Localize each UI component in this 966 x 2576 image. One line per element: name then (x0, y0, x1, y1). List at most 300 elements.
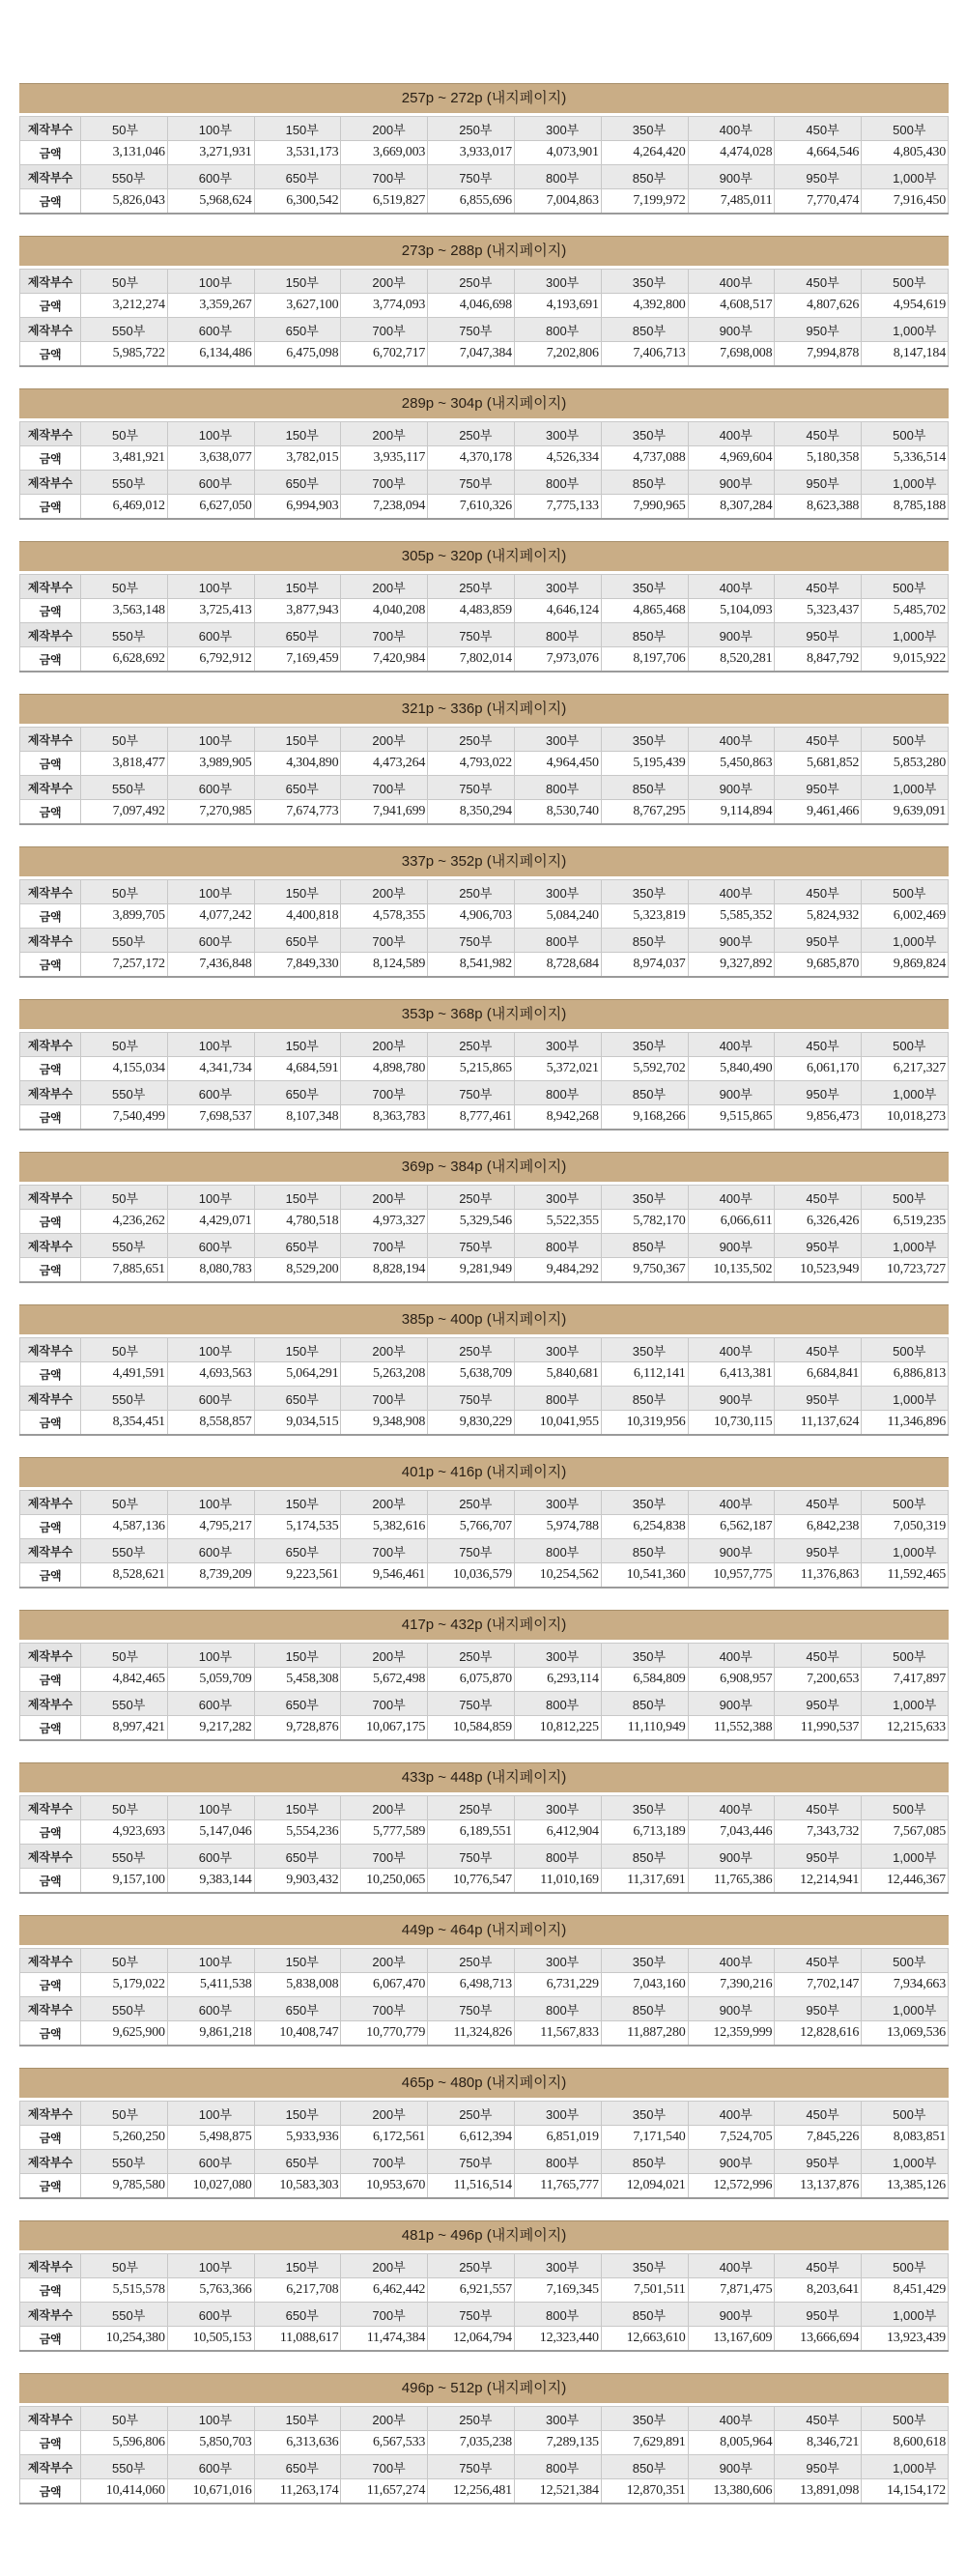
amount-cell: 6,713,189 (601, 1820, 688, 1845)
quantity-cell: 250부 (428, 1491, 515, 1515)
amount-cell: 7,420,984 (341, 647, 428, 673)
amount-cell: 6,067,470 (341, 1973, 428, 1997)
amount-label: 금액 (20, 599, 81, 623)
quantity-cell: 50부 (81, 1033, 168, 1057)
quantity-cell: 300부 (514, 1186, 601, 1210)
amount-cell: 8,080,783 (167, 1258, 254, 1283)
amount-cell: 5,104,093 (688, 599, 775, 623)
quantity-cell: 1,000부 (862, 318, 949, 342)
quantity-cell: 600부 (167, 1692, 254, 1716)
amount-cell: 7,770,474 (775, 189, 862, 215)
quantity-cell: 450부 (775, 1796, 862, 1820)
quantity-cell: 200부 (341, 1644, 428, 1668)
price-table (19, 421, 949, 520)
quantity-cell: 1,000부 (862, 2455, 949, 2479)
quantity-cell: 550부 (81, 929, 168, 953)
price-table (19, 1032, 949, 1131)
quantity-cell: 250부 (428, 1644, 515, 1668)
amount-cell: 9,168,266 (601, 1105, 688, 1131)
quantity-cell: 400부 (688, 117, 775, 141)
table-row (20, 1796, 949, 1820)
quantity-cell: 750부 (428, 1539, 515, 1563)
amount-cell: 5,838,008 (254, 1973, 341, 1997)
quantity-cell: 300부 (514, 422, 601, 446)
amount-cell: 11,137,624 (775, 1411, 862, 1436)
amount-cell: 9,830,229 (428, 1411, 515, 1436)
quantity-cell: 950부 (775, 165, 862, 189)
price-block (19, 1304, 949, 1457)
quantity-cell: 600부 (167, 2303, 254, 2327)
quantity-cell: 100부 (167, 1644, 254, 1668)
amount-cell: 5,084,240 (514, 904, 601, 929)
amount-label: 금액 (20, 2278, 81, 2303)
table-row (20, 117, 949, 141)
quantity-label: 제작부수 (20, 1081, 81, 1105)
quantity-cell: 1,000부 (862, 1234, 949, 1258)
price-table (19, 1185, 949, 1283)
table-row (20, 1033, 949, 1057)
quantity-cell: 700부 (341, 623, 428, 647)
amount-cell: 10,254,380 (81, 2327, 168, 2352)
amount-label: 금액 (20, 2327, 81, 2352)
quantity-cell: 900부 (688, 2303, 775, 2327)
amount-cell: 10,812,225 (514, 1716, 601, 1741)
amount-cell: 7,047,384 (428, 342, 515, 367)
amount-cell: 12,663,610 (601, 2327, 688, 2352)
quantity-cell: 800부 (514, 2303, 601, 2327)
quantity-cell: 950부 (775, 1387, 862, 1411)
amount-cell: 3,725,413 (167, 599, 254, 623)
price-block (19, 83, 949, 236)
quantity-label: 제작부수 (20, 776, 81, 800)
amount-cell: 9,685,870 (775, 953, 862, 978)
quantity-cell: 1,000부 (862, 1845, 949, 1869)
table-row (20, 1949, 949, 1973)
quantity-cell: 700부 (341, 1845, 428, 1869)
amount-cell: 10,041,955 (514, 1411, 601, 1436)
quantity-cell: 450부 (775, 422, 862, 446)
quantity-cell: 900부 (688, 2150, 775, 2174)
amount-cell: 6,002,469 (862, 904, 949, 929)
amount-cell: 4,587,136 (81, 1515, 168, 1539)
quantity-cell: 300부 (514, 2102, 601, 2126)
quantity-cell: 100부 (167, 575, 254, 599)
amount-cell: 8,197,706 (601, 647, 688, 673)
amount-cell: 6,075,870 (428, 1668, 515, 1692)
table-row (20, 1210, 949, 1234)
quantity-cell: 750부 (428, 1692, 515, 1716)
quantity-cell: 800부 (514, 1387, 601, 1411)
amount-cell: 6,908,957 (688, 1668, 775, 1692)
quantity-cell: 550부 (81, 2303, 168, 2327)
quantity-cell: 650부 (254, 776, 341, 800)
quantity-cell: 550부 (81, 1387, 168, 1411)
amount-cell: 10,953,670 (341, 2174, 428, 2199)
amount-cell: 5,968,624 (167, 189, 254, 215)
amount-cell: 5,260,250 (81, 2126, 168, 2150)
quantity-cell: 550부 (81, 318, 168, 342)
amount-cell: 7,871,475 (688, 2278, 775, 2303)
amount-cell: 10,776,547 (428, 1869, 515, 1894)
quantity-cell: 950부 (775, 2455, 862, 2479)
amount-label: 금액 (20, 2126, 81, 2150)
quantity-cell: 750부 (428, 776, 515, 800)
price-table (19, 2406, 949, 2504)
quantity-cell: 400부 (688, 575, 775, 599)
quantity-cell: 700부 (341, 2150, 428, 2174)
quantity-cell: 550부 (81, 1997, 168, 2021)
quantity-cell: 900부 (688, 1997, 775, 2021)
quantity-cell: 800부 (514, 623, 601, 647)
quantity-cell: 350부 (601, 1644, 688, 1668)
quantity-cell: 850부 (601, 1845, 688, 1869)
amount-cell: 5,485,702 (862, 599, 949, 623)
quantity-label: 제작부수 (20, 2303, 81, 2327)
amount-cell: 10,018,273 (862, 1105, 949, 1131)
amount-cell: 3,531,173 (254, 141, 341, 165)
amount-cell: 9,903,432 (254, 1869, 341, 1894)
quantity-cell: 500부 (862, 2407, 949, 2431)
amount-cell: 4,341,734 (167, 1057, 254, 1081)
amount-cell: 5,329,546 (428, 1210, 515, 1234)
quantity-label: 제작부수 (20, 2150, 81, 2174)
amount-cell: 10,523,949 (775, 1258, 862, 1283)
quantity-cell: 750부 (428, 623, 515, 647)
amount-cell: 5,147,046 (167, 1820, 254, 1845)
amount-cell: 12,446,367 (862, 1869, 949, 1894)
amount-cell: 7,610,326 (428, 495, 515, 520)
amount-cell: 4,664,546 (775, 141, 862, 165)
quantity-cell: 500부 (862, 1186, 949, 1210)
amount-cell: 11,516,514 (428, 2174, 515, 2199)
amount-cell: 6,627,050 (167, 495, 254, 520)
amount-cell: 3,933,017 (428, 141, 515, 165)
amount-cell: 6,326,426 (775, 1210, 862, 1234)
quantity-cell: 600부 (167, 1997, 254, 2021)
amount-cell: 13,380,606 (688, 2479, 775, 2504)
quantity-cell: 150부 (254, 1033, 341, 1057)
price-block (19, 1610, 949, 1762)
amount-cell: 10,408,747 (254, 2021, 341, 2046)
quantity-label: 제작부수 (20, 623, 81, 647)
quantity-cell: 900부 (688, 1081, 775, 1105)
quantity-cell: 100부 (167, 2254, 254, 2278)
amount-cell: 11,376,863 (775, 1563, 862, 1589)
amount-cell: 7,169,459 (254, 647, 341, 673)
quantity-cell: 650부 (254, 471, 341, 495)
quantity-label: 제작부수 (20, 880, 81, 904)
quantity-cell: 450부 (775, 1949, 862, 1973)
quantity-cell: 300부 (514, 270, 601, 294)
quantity-cell: 300부 (514, 2254, 601, 2278)
quantity-cell: 950부 (775, 623, 862, 647)
amount-cell: 8,728,684 (514, 953, 601, 978)
quantity-cell: 300부 (514, 1796, 601, 1820)
price-block (19, 2220, 949, 2373)
quantity-cell: 300부 (514, 728, 601, 752)
quantity-cell: 550부 (81, 2455, 168, 2479)
page-range-title: 465p ~ 480p (내지페이지) (19, 2068, 949, 2098)
quantity-cell: 700부 (341, 2303, 428, 2327)
quantity-cell: 950부 (775, 1234, 862, 1258)
quantity-cell: 850부 (601, 165, 688, 189)
quantity-cell: 1,000부 (862, 929, 949, 953)
amount-cell: 10,135,502 (688, 1258, 775, 1283)
table-row (20, 623, 949, 647)
quantity-cell: 550부 (81, 2150, 168, 2174)
quantity-cell: 500부 (862, 1491, 949, 1515)
amount-cell: 5,985,722 (81, 342, 168, 367)
amount-cell: 5,840,490 (688, 1057, 775, 1081)
price-block (19, 1152, 949, 1304)
amount-cell: 10,584,859 (428, 1716, 515, 1741)
amount-cell: 5,826,043 (81, 189, 168, 215)
quantity-cell: 200부 (341, 117, 428, 141)
amount-label: 금액 (20, 2479, 81, 2504)
amount-cell: 8,739,209 (167, 1563, 254, 1589)
page-range-title: 417p ~ 432p (내지페이지) (19, 1610, 949, 1640)
amount-cell: 3,935,117 (341, 446, 428, 471)
amount-cell: 6,134,486 (167, 342, 254, 367)
quantity-cell: 900부 (688, 929, 775, 953)
quantity-cell: 700부 (341, 1387, 428, 1411)
quantity-cell: 650부 (254, 2303, 341, 2327)
amount-cell: 8,997,421 (81, 1716, 168, 1741)
quantity-cell: 650부 (254, 1081, 341, 1105)
amount-cell: 13,069,536 (862, 2021, 949, 2046)
quantity-cell: 650부 (254, 1539, 341, 1563)
quantity-cell: 450부 (775, 1186, 862, 1210)
quantity-cell: 50부 (81, 270, 168, 294)
amount-cell: 12,521,384 (514, 2479, 601, 2504)
quantity-cell: 300부 (514, 880, 601, 904)
quantity-cell: 250부 (428, 270, 515, 294)
amount-cell: 7,916,450 (862, 189, 949, 215)
amount-cell: 4,954,619 (862, 294, 949, 318)
quantity-cell: 100부 (167, 1796, 254, 1820)
amount-cell: 11,552,388 (688, 1716, 775, 1741)
quantity-cell: 800부 (514, 776, 601, 800)
quantity-cell: 400부 (688, 422, 775, 446)
quantity-cell: 150부 (254, 2254, 341, 2278)
quantity-cell: 850부 (601, 1081, 688, 1105)
quantity-cell: 50부 (81, 1186, 168, 1210)
quantity-cell: 50부 (81, 575, 168, 599)
table-row (20, 1515, 949, 1539)
amount-cell: 5,681,852 (775, 752, 862, 776)
quantity-cell: 750부 (428, 1387, 515, 1411)
amount-cell: 5,974,788 (514, 1515, 601, 1539)
quantity-cell: 250부 (428, 1338, 515, 1362)
table-row (20, 165, 949, 189)
amount-cell: 7,994,878 (775, 342, 862, 367)
quantity-cell: 200부 (341, 1491, 428, 1515)
quantity-cell: 900부 (688, 1845, 775, 1869)
amount-cell: 4,807,626 (775, 294, 862, 318)
quantity-cell: 850부 (601, 2455, 688, 2479)
amount-cell: 7,775,133 (514, 495, 601, 520)
amount-cell: 3,131,046 (81, 141, 168, 165)
quantity-cell: 450부 (775, 1644, 862, 1668)
quantity-cell: 500부 (862, 575, 949, 599)
quantity-cell: 250부 (428, 1186, 515, 1210)
amount-cell: 9,625,900 (81, 2021, 168, 2046)
table-row (20, 495, 949, 520)
table-row (20, 2455, 949, 2479)
amount-cell: 11,317,691 (601, 1869, 688, 1894)
amount-cell: 10,036,579 (428, 1563, 515, 1589)
amount-cell: 7,199,972 (601, 189, 688, 215)
quantity-cell: 550부 (81, 471, 168, 495)
amount-cell: 6,300,542 (254, 189, 341, 215)
amount-cell: 6,612,394 (428, 2126, 515, 2150)
quantity-cell: 900부 (688, 776, 775, 800)
amount-cell: 5,372,021 (514, 1057, 601, 1081)
price-block (19, 846, 949, 999)
quantity-cell: 600부 (167, 471, 254, 495)
amount-cell: 5,596,806 (81, 2431, 168, 2455)
quantity-label: 제작부수 (20, 270, 81, 294)
quantity-cell: 50부 (81, 2254, 168, 2278)
amount-cell: 12,094,021 (601, 2174, 688, 2199)
amount-cell: 4,073,901 (514, 141, 601, 165)
amount-cell: 5,522,355 (514, 1210, 601, 1234)
quantity-cell: 800부 (514, 1845, 601, 1869)
table-row (20, 1234, 949, 1258)
amount-label: 금액 (20, 1973, 81, 1997)
table-row (20, 294, 949, 318)
quantity-cell: 450부 (775, 270, 862, 294)
quantity-cell: 850부 (601, 471, 688, 495)
amount-cell: 4,077,242 (167, 904, 254, 929)
quantity-cell: 250부 (428, 422, 515, 446)
quantity-cell: 400부 (688, 1186, 775, 1210)
quantity-cell: 900부 (688, 165, 775, 189)
price-block (19, 1915, 949, 2068)
quantity-cell: 50부 (81, 1796, 168, 1820)
amount-cell: 7,540,499 (81, 1105, 168, 1131)
table-row (20, 2479, 949, 2504)
amount-cell: 9,223,561 (254, 1563, 341, 1589)
table-row (20, 1258, 949, 1283)
quantity-cell: 700부 (341, 2455, 428, 2479)
quantity-cell: 50부 (81, 117, 168, 141)
quantity-label: 제작부수 (20, 929, 81, 953)
quantity-cell: 550부 (81, 623, 168, 647)
quantity-cell: 50부 (81, 880, 168, 904)
quantity-cell: 500부 (862, 1644, 949, 1668)
amount-label: 금액 (20, 1716, 81, 1741)
table-row (20, 1997, 949, 2021)
table-row (20, 1362, 949, 1387)
quantity-cell: 100부 (167, 1033, 254, 1057)
amount-label: 금액 (20, 141, 81, 165)
quantity-cell: 400부 (688, 2102, 775, 2126)
page-range-title: 496p ~ 512p (내지페이지) (19, 2373, 949, 2403)
amount-cell: 3,818,477 (81, 752, 168, 776)
quantity-cell: 350부 (601, 1033, 688, 1057)
amount-cell: 11,088,617 (254, 2327, 341, 2352)
quantity-cell: 600부 (167, 623, 254, 647)
amount-cell: 7,674,773 (254, 800, 341, 825)
amount-cell: 9,856,473 (775, 1105, 862, 1131)
amount-cell: 3,563,148 (81, 599, 168, 623)
table-row (20, 189, 949, 215)
quantity-cell: 500부 (862, 1033, 949, 1057)
quantity-label: 제작부수 (20, 2455, 81, 2479)
quantity-cell: 150부 (254, 1491, 341, 1515)
table-row (20, 1081, 949, 1105)
amount-cell: 8,623,388 (775, 495, 862, 520)
quantity-cell: 400부 (688, 728, 775, 752)
amount-label: 금액 (20, 1515, 81, 1539)
page-range-title: 353p ~ 368p (내지페이지) (19, 999, 949, 1029)
amount-cell: 4,155,034 (81, 1057, 168, 1081)
amount-cell: 11,010,169 (514, 1869, 601, 1894)
table-row (20, 1692, 949, 1716)
amount-cell: 3,481,921 (81, 446, 168, 471)
table-row (20, 2150, 949, 2174)
amount-cell: 5,515,578 (81, 2278, 168, 2303)
quantity-cell: 350부 (601, 2102, 688, 2126)
quantity-cell: 600부 (167, 1539, 254, 1563)
amount-cell: 4,973,327 (341, 1210, 428, 1234)
quantity-cell: 900부 (688, 318, 775, 342)
quantity-cell: 200부 (341, 422, 428, 446)
quantity-cell: 150부 (254, 1949, 341, 1973)
amount-cell: 6,313,636 (254, 2431, 341, 2455)
table-row (20, 599, 949, 623)
quantity-cell: 600부 (167, 1387, 254, 1411)
amount-cell: 4,236,262 (81, 1210, 168, 1234)
quantity-cell: 100부 (167, 2102, 254, 2126)
amount-cell: 6,412,904 (514, 1820, 601, 1845)
amount-cell: 11,657,274 (341, 2479, 428, 2504)
amount-label: 금액 (20, 1563, 81, 1589)
quantity-cell: 650부 (254, 929, 341, 953)
amount-cell: 10,723,727 (862, 1258, 949, 1283)
quantity-label: 제작부수 (20, 1796, 81, 1820)
amount-cell: 7,343,732 (775, 1820, 862, 1845)
quantity-cell: 900부 (688, 471, 775, 495)
amount-cell: 6,994,903 (254, 495, 341, 520)
price-table (19, 727, 949, 825)
amount-cell: 5,638,709 (428, 1362, 515, 1387)
amount-cell: 5,554,236 (254, 1820, 341, 1845)
table-row (20, 422, 949, 446)
price-table (19, 1643, 949, 1741)
quantity-cell: 200부 (341, 2102, 428, 2126)
quantity-cell: 900부 (688, 1387, 775, 1411)
amount-cell: 6,217,708 (254, 2278, 341, 2303)
amount-cell: 4,304,890 (254, 752, 341, 776)
amount-label: 금액 (20, 647, 81, 673)
amount-cell: 7,845,226 (775, 2126, 862, 2150)
quantity-cell: 150부 (254, 2407, 341, 2431)
amount-cell: 6,189,551 (428, 1820, 515, 1845)
amount-cell: 4,491,591 (81, 1362, 168, 1387)
amount-cell: 4,046,698 (428, 294, 515, 318)
amount-label: 금액 (20, 1210, 81, 1234)
quantity-cell: 150부 (254, 575, 341, 599)
table-row (20, 929, 949, 953)
amount-cell: 6,855,696 (428, 189, 515, 215)
quantity-cell: 100부 (167, 728, 254, 752)
table-row (20, 647, 949, 673)
quantity-cell: 700부 (341, 471, 428, 495)
quantity-label: 제작부수 (20, 2254, 81, 2278)
quantity-cell: 950부 (775, 471, 862, 495)
